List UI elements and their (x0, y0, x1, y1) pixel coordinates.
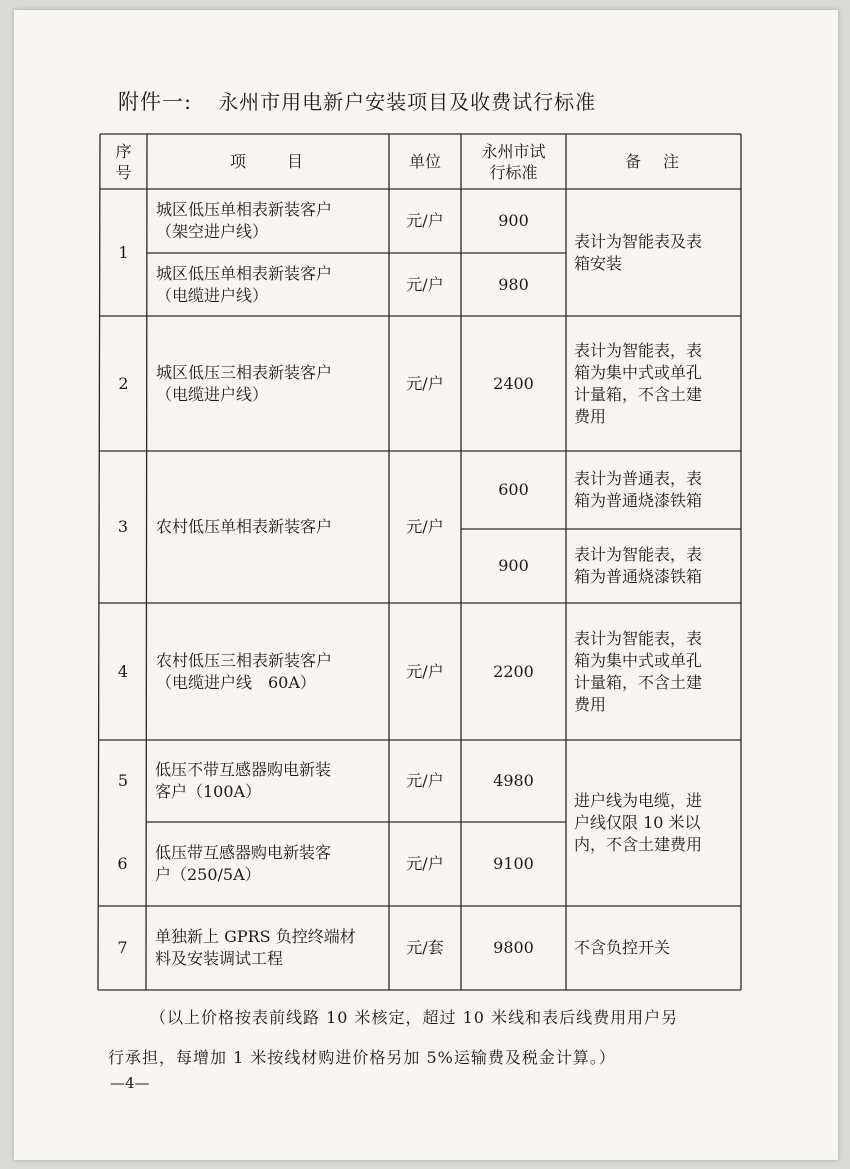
row2-standard: 2400 (493, 373, 534, 393)
row2-remark: 表计为智能表，表 箱为集中式或单孔 计量箱，不含土建 费用 (574, 340, 703, 426)
footnote-line2: 行承担，每增加 1 米按线材购进价格另加 5%运输费及税金计算。） (108, 1048, 616, 1067)
row3a-standard: 600 (498, 480, 529, 499)
row7-item: 单独新上 GPRS 负控终端材 料及安装调试工程 (155, 927, 356, 968)
row2-seq: 2 (118, 373, 129, 393)
title-text: 永州市用电新户安装项目及收费试行标准 (218, 90, 597, 114)
row6-item: 低压带互感器购电新装客 户（250/5A） (155, 843, 332, 884)
row5-seq: 5 (117, 771, 129, 790)
row1a-item: 城区低压单相表新装客户 （架空进户线） (156, 200, 333, 241)
row5-unit: 元/户 (406, 771, 444, 790)
page-number: —4— (110, 1074, 150, 1092)
row4-unit: 元/户 (406, 661, 444, 681)
row6-unit: 元/户 (406, 854, 444, 873)
row4-standard: 2200 (493, 661, 534, 681)
row1b-standard: 980 (498, 274, 529, 294)
row1a-standard: 900 (498, 211, 529, 230)
row5-standard: 4980 (493, 771, 534, 790)
header-unit: 单位 (408, 151, 441, 171)
header-standard: 永州市试 行标准 (481, 141, 546, 182)
row6-standard: 9100 (493, 854, 534, 873)
row3a-remark: 表计为普通表，表 箱为普通烧漆铁箱 (574, 469, 703, 510)
attachment-label: 附件一: (118, 90, 193, 114)
row3-item: 农村低压单相表新装客户 (156, 517, 333, 536)
row3b-standard: 900 (498, 556, 529, 575)
row2-unit: 元/户 (406, 373, 444, 393)
row3b-remark: 表计为智能表，表 箱为普通烧漆铁箱 (574, 545, 703, 586)
header-remark: 备 注 (624, 151, 682, 171)
row1-seq: 1 (118, 242, 129, 262)
document-title (118, 86, 596, 116)
row4-seq: 4 (117, 661, 129, 681)
row56-remark: 进户线为电缆，进 户线仅限 10 米以 内，不含土建费用 (574, 791, 703, 854)
row7-remark: 不含负控开关 (574, 938, 671, 957)
row3-seq: 3 (117, 517, 129, 536)
row6-seq: 6 (117, 854, 128, 873)
row2-item: 城区低压三相表新装客户 （电缆进户线） (156, 362, 333, 404)
row7-standard: 9800 (493, 938, 534, 957)
row1a-unit: 元/户 (406, 211, 444, 230)
row1b-item: 城区低压单相表新装客户 （电缆进户线） (156, 263, 333, 305)
row1b-unit: 元/户 (406, 274, 444, 294)
header-seq: 序 号 (115, 141, 132, 182)
footnote-line1: （以上价格按表前线路 10 米核定，超过 10 米线和表后线费用用户另 (150, 1008, 679, 1027)
row4-remark: 表计为智能表，表 箱为集中式或单孔 计量箱，不含土建 费用 (574, 628, 703, 714)
row4-item: 农村低压三相表新装客户 （电缆进户线 60A） (156, 650, 333, 692)
row3-unit: 元/户 (406, 517, 444, 536)
row7-seq: 7 (117, 938, 128, 957)
row1-remark: 表计为智能表及表 箱安装 (574, 231, 703, 273)
row5-item: 低压不带互感器购电新装 客户（100A） (155, 760, 332, 801)
header-item: 项 目 (229, 151, 306, 171)
row7-unit: 元/套 (406, 938, 444, 957)
